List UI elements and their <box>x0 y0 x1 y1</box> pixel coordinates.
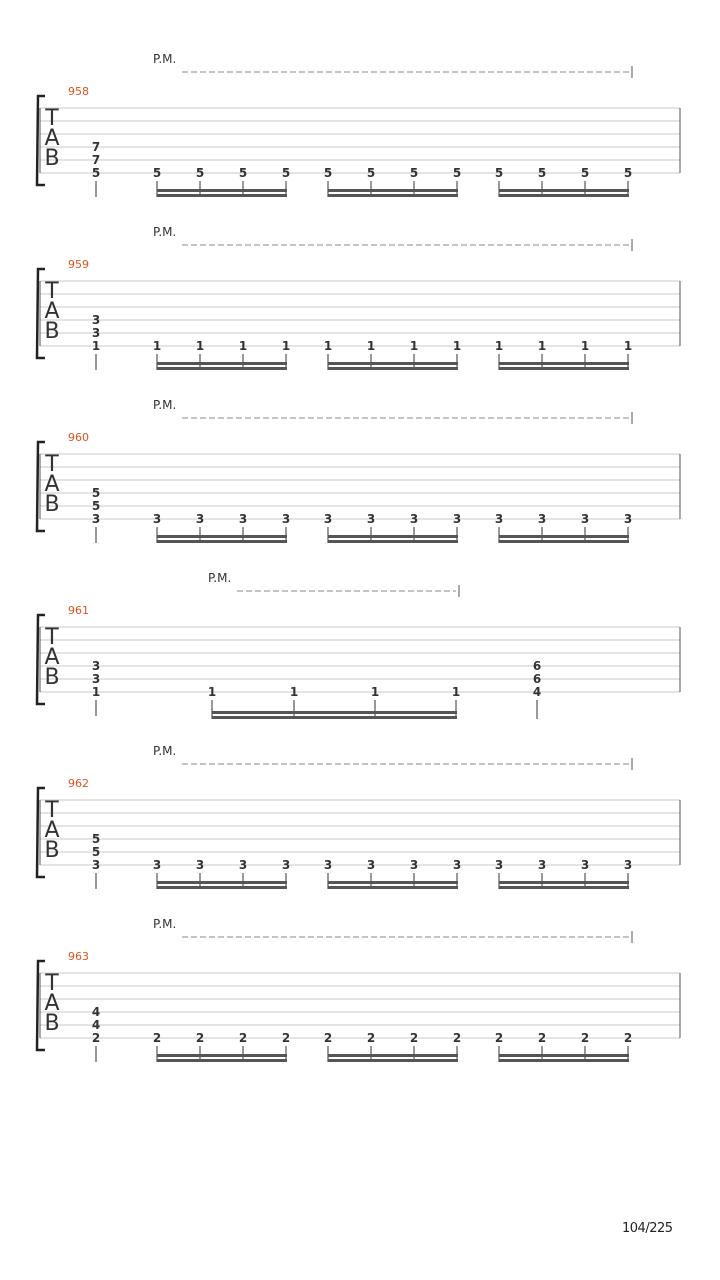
beam <box>499 189 629 192</box>
chord-fret: 3 <box>91 326 101 340</box>
beam <box>328 189 458 192</box>
note-fret: 1 <box>238 339 248 353</box>
note-fret: 3 <box>366 512 376 526</box>
note-fret: 1 <box>370 685 380 699</box>
chord-fret: 1 <box>91 339 101 353</box>
note-fret: 3 <box>580 512 590 526</box>
chord-fret: 4 <box>91 1005 101 1019</box>
tab-clef-letter: B <box>44 665 60 690</box>
beam <box>157 1059 287 1062</box>
tab-clef-letter: T <box>45 106 59 131</box>
chord-fret: 5 <box>91 486 101 500</box>
beam <box>212 711 457 714</box>
chord-fret: 6 <box>532 672 542 686</box>
tab-clef-letter: A <box>44 299 60 324</box>
note-fret: 1 <box>451 685 461 699</box>
beam <box>157 540 287 543</box>
note-fret: 3 <box>152 512 162 526</box>
beam <box>499 362 629 365</box>
beam <box>328 362 458 365</box>
beam <box>499 194 629 197</box>
note-fret: 1 <box>289 685 299 699</box>
bar-number: 963 <box>68 950 89 963</box>
beam <box>328 1059 458 1062</box>
note-fret: 3 <box>195 858 205 872</box>
note-fret: 5 <box>281 166 291 180</box>
note-fret: 1 <box>537 339 547 353</box>
chord-fret: 3 <box>91 672 101 686</box>
note-fret: 2 <box>494 1031 504 1045</box>
chord-fret: 3 <box>91 858 101 872</box>
palm-mute-label: P.M. <box>153 744 177 758</box>
beam <box>157 535 287 538</box>
note-fret: 3 <box>580 858 590 872</box>
tab-clef-letter: B <box>44 319 60 344</box>
tab-clef-letter: T <box>45 798 59 823</box>
note-fret: 1 <box>195 339 205 353</box>
tab-clef-letter: A <box>44 991 60 1016</box>
note-fret: 2 <box>623 1031 633 1045</box>
beam <box>499 1059 629 1062</box>
bar-number: 959 <box>68 258 89 271</box>
note-fret: 1 <box>580 339 590 353</box>
note-fret: 3 <box>623 512 633 526</box>
chord-fret: 5 <box>91 499 101 513</box>
chord-fret: 5 <box>91 832 101 846</box>
note-fret: 1 <box>207 685 217 699</box>
note-fret: 3 <box>152 858 162 872</box>
chord-fret: 3 <box>91 659 101 673</box>
note-fret: 5 <box>537 166 547 180</box>
tab-clef-letter: B <box>44 1011 60 1036</box>
chord-fret: 6 <box>532 659 542 673</box>
bar-number: 961 <box>68 604 89 617</box>
palm-mute-label: P.M. <box>208 571 232 585</box>
beam <box>328 886 458 889</box>
chord-fret: 4 <box>532 685 542 699</box>
chord-fret: 3 <box>91 313 101 327</box>
palm-mute-label: P.M. <box>153 398 177 412</box>
note-fret: 3 <box>238 512 248 526</box>
tab-clef-letter: B <box>44 838 60 863</box>
note-fret: 2 <box>281 1031 291 1045</box>
tab-clef-letter: T <box>45 625 59 650</box>
note-fret: 2 <box>409 1031 419 1045</box>
tab-clef-letter: A <box>44 472 60 497</box>
note-fret: 5 <box>323 166 333 180</box>
beam <box>328 367 458 370</box>
bar-number: 962 <box>68 777 89 790</box>
note-fret: 3 <box>409 858 419 872</box>
note-fret: 3 <box>281 512 291 526</box>
palm-mute-label: P.M. <box>153 52 177 66</box>
chord-fret: 7 <box>91 140 101 154</box>
note-fret: 5 <box>366 166 376 180</box>
beam <box>157 189 287 192</box>
note-fret: 3 <box>366 858 376 872</box>
chord-fret: 3 <box>91 512 101 526</box>
note-fret: 3 <box>409 512 419 526</box>
tab-clef-letter: A <box>44 645 60 670</box>
note-fret: 3 <box>323 858 333 872</box>
note-fret: 3 <box>238 858 248 872</box>
beam <box>499 535 629 538</box>
note-fret: 3 <box>195 512 205 526</box>
beam <box>499 881 629 884</box>
note-fret: 3 <box>452 858 462 872</box>
note-fret: 3 <box>281 858 291 872</box>
tab-clef-letter: T <box>45 279 59 304</box>
chord-fret: 7 <box>91 153 101 167</box>
bar-number: 958 <box>68 85 89 98</box>
tab-clef-letter: T <box>45 971 59 996</box>
note-fret: 5 <box>238 166 248 180</box>
note-fret: 1 <box>494 339 504 353</box>
palm-mute-label: P.M. <box>153 917 177 931</box>
note-fret: 5 <box>195 166 205 180</box>
note-fret: 5 <box>152 166 162 180</box>
chord-fret: 1 <box>91 685 101 699</box>
beam <box>157 1054 287 1057</box>
tab-clef-letter: B <box>44 146 60 171</box>
note-fret: 1 <box>323 339 333 353</box>
beam <box>328 535 458 538</box>
page-number: 104/225 <box>622 1221 673 1236</box>
tab-clef-letter: A <box>44 818 60 843</box>
beam <box>328 1054 458 1057</box>
note-fret: 1 <box>366 339 376 353</box>
beam <box>157 194 287 197</box>
palm-mute-label: P.M. <box>153 225 177 239</box>
bar-number: 960 <box>68 431 89 444</box>
note-fret: 1 <box>152 339 162 353</box>
note-fret: 3 <box>452 512 462 526</box>
note-fret: 2 <box>452 1031 462 1045</box>
note-fret: 2 <box>152 1031 162 1045</box>
note-fret: 1 <box>623 339 633 353</box>
tab-clef-letter: B <box>44 492 60 517</box>
beam <box>157 367 287 370</box>
note-fret: 2 <box>195 1031 205 1045</box>
note-fret: 3 <box>623 858 633 872</box>
note-fret: 2 <box>366 1031 376 1045</box>
note-fret: 2 <box>537 1031 547 1045</box>
note-fret: 3 <box>537 512 547 526</box>
note-fret: 5 <box>580 166 590 180</box>
chord-fret: 4 <box>91 1018 101 1032</box>
beam <box>157 362 287 365</box>
beam <box>499 1054 629 1057</box>
beam <box>499 540 629 543</box>
chord-fret: 2 <box>91 1031 101 1045</box>
note-fret: 1 <box>452 339 462 353</box>
note-fret: 2 <box>323 1031 333 1045</box>
note-fret: 3 <box>537 858 547 872</box>
beam <box>499 886 629 889</box>
note-fret: 3 <box>494 512 504 526</box>
beam <box>328 194 458 197</box>
note-fret: 2 <box>580 1031 590 1045</box>
note-fret: 5 <box>494 166 504 180</box>
beam <box>499 367 629 370</box>
note-fret: 5 <box>409 166 419 180</box>
note-fret: 1 <box>281 339 291 353</box>
chord-fret: 5 <box>91 845 101 859</box>
beam <box>328 540 458 543</box>
note-fret: 5 <box>452 166 462 180</box>
note-fret: 1 <box>409 339 419 353</box>
beam <box>212 716 457 719</box>
beam <box>157 886 287 889</box>
note-fret: 5 <box>623 166 633 180</box>
tab-clef-letter: T <box>45 452 59 477</box>
note-fret: 3 <box>323 512 333 526</box>
note-fret: 2 <box>238 1031 248 1045</box>
tab-clef-letter: A <box>44 126 60 151</box>
beam <box>157 881 287 884</box>
chord-fret: 5 <box>91 166 101 180</box>
beam <box>328 881 458 884</box>
note-fret: 3 <box>494 858 504 872</box>
